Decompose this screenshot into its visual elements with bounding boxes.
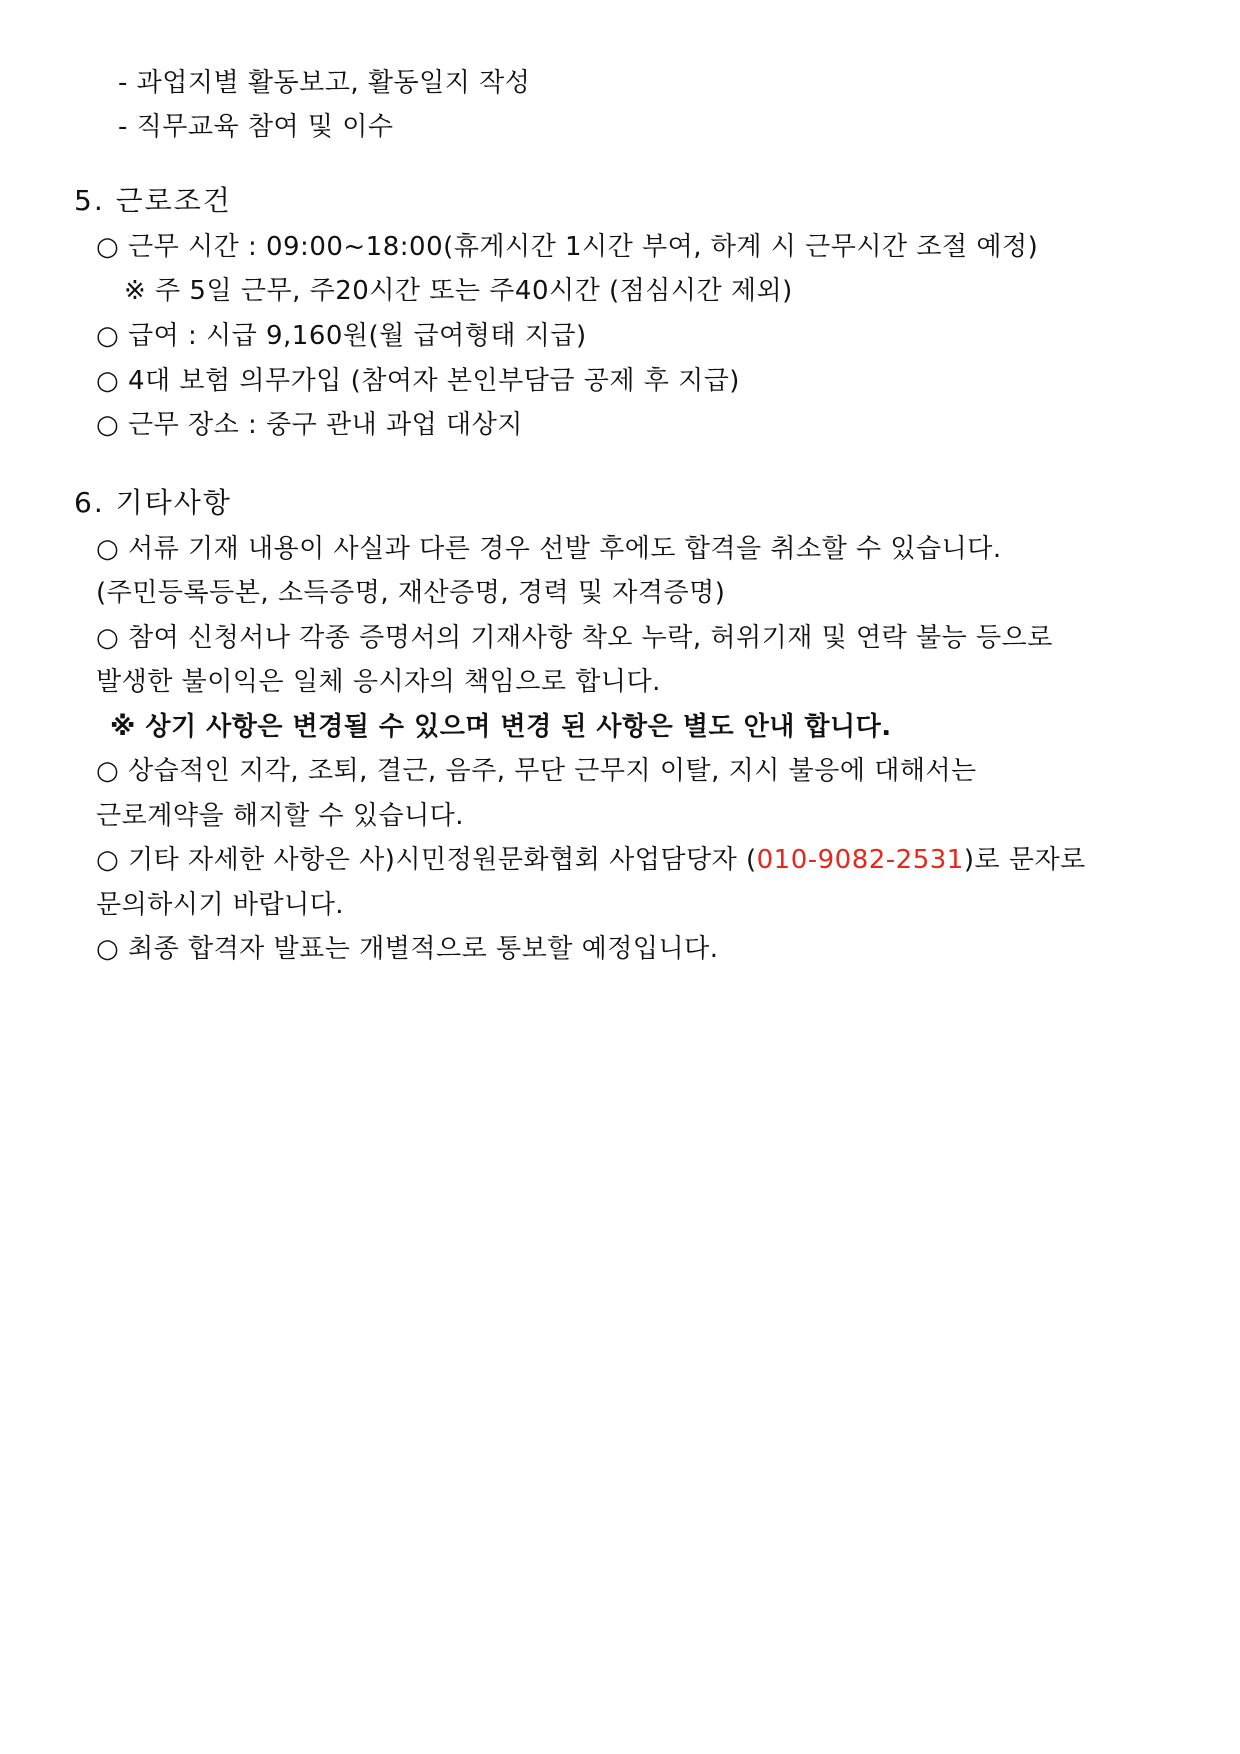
work-location-item: ○ 근무 장소 : 중구 관내 과업 대상지 xyxy=(96,410,523,440)
work-hours-item: ○ 근무 시간 : 09:00~18:00(휴게시간 1시간 부여, 하계 시 근무시간 조절 예정) xyxy=(96,232,1039,262)
conduct-item-line2: 근로계약을 해지할 수 있습니다. xyxy=(96,801,465,831)
contact-phone: 010-9082-2531 xyxy=(756,845,964,875)
duty-item-training: - 직무교육 참여 및 이수 xyxy=(118,112,394,142)
change-notice: ※ 상기 사항은 변경될 수 있으며 변경 된 사항은 별도 안내 합니다. xyxy=(110,712,892,742)
insurance-item: ○ 4대 보험 의무가입 (참여자 본인부담금 공제 후 지급) xyxy=(96,366,740,396)
section-5-heading: 5. 근로조건 xyxy=(74,184,232,217)
section-6-heading: 6. 기타사항 xyxy=(74,486,232,519)
documents-item: ○ 서류 기재 내용이 사실과 다른 경우 선발 후에도 합격을 취소할 수 있습니다. xyxy=(96,534,1002,564)
duty-item-reporting: - 과업지별 활동보고, 활동일지 작성 xyxy=(118,68,531,98)
contact-prefix: ○ 기타 자세한 사항은 사)시민정원문화협회 사업담당자 ( xyxy=(96,845,757,875)
work-hours-note: ※ 주 5일 근무, 주20시간 또는 주40시간 (점심시간 제외) xyxy=(124,276,793,306)
contact-suffix: )로 문자로 xyxy=(963,845,1086,875)
errors-item-line2: 발생한 불이익은 일체 응시자의 책임으로 합니다. xyxy=(96,667,661,697)
conduct-item-line1: ○ 상습적인 지각, 조퇴, 결근, 음주, 무단 근무지 이탈, 지시 불응에 대해서는 xyxy=(96,756,977,786)
errors-item-line1: ○ 참여 신청서나 각종 증명서의 기재사항 착오 누락, 허위기재 및 연락 불능 등으로 xyxy=(96,623,1053,653)
documents-list: (주민등록등본, 소득증명, 재산증명, 경력 및 자격증명) xyxy=(96,578,726,608)
contact-item-line2: 문의하시기 바랍니다. xyxy=(96,890,345,920)
pay-item: ○ 급여 : 시급 9,160원(월 급여형태 지급) xyxy=(96,321,587,351)
announcement-item: ○ 최종 합격자 발표는 개별적으로 통보할 예정입니다. xyxy=(96,934,719,964)
contact-item xyxy=(96,843,1086,877)
